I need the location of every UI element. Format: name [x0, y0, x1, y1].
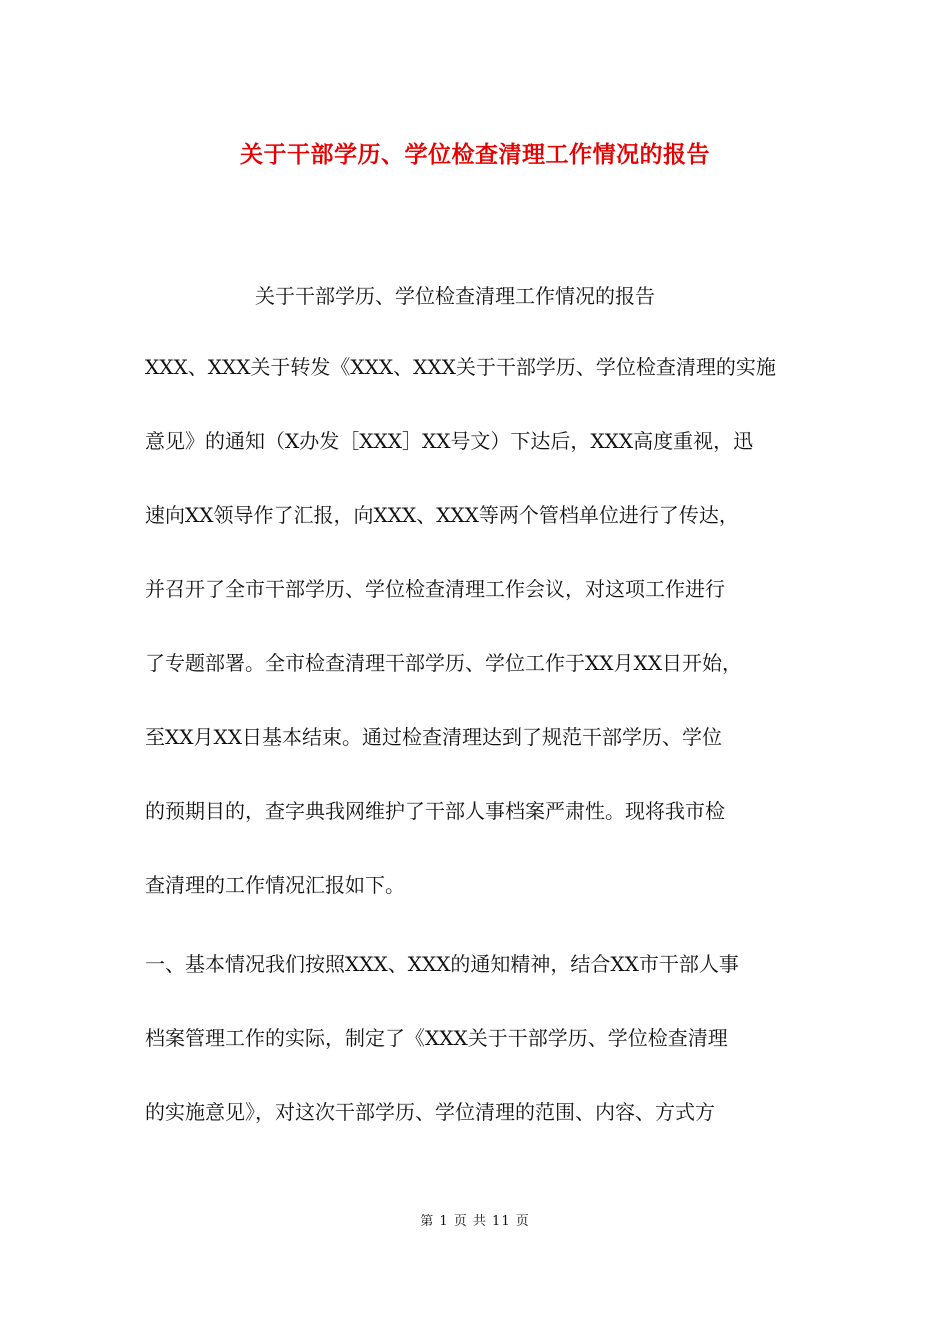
paragraph-line: 至XX月XX日基本结束。通过检查清理达到了规范干部学历、学位: [145, 725, 722, 749]
paragraph-line: 一、基本情况我们按照XXX、XXX的通知精神，结合XX市干部人事: [145, 952, 739, 976]
paragraph-line: 了专题部署。全市检查清理干部学历、学位工作于XX月XX日开始，: [145, 651, 742, 675]
paragraph-line: 的预期目的，查字典我网维护了干部人事档案严肃性。现将我市检: [145, 799, 725, 823]
paragraph-line: 意见》的通知（X办发［XXX］XX号文）下达后，XXX高度重视，迅: [145, 429, 754, 453]
paragraph-line: XXX、XXX关于转发《XXX、XXX关于干部学历、学位检查清理的实施: [145, 355, 776, 379]
paragraph-line: 的实施意见》，对这次干部学历、学位清理的范围、内容、方式方: [145, 1100, 715, 1124]
page-number-footer: 第 1 页 共 11 页: [420, 1214, 530, 1229]
document-title: 关于干部学历、学位检查清理工作情况的报告: [240, 141, 710, 168]
paragraph-line: 档案管理工作的实际，制定了《XXX关于干部学历、学位检查清理: [145, 1026, 728, 1050]
paragraph-line: 速向XX领导作了汇报，向XXX、XXX等两个管档单位进行了传达，: [145, 503, 739, 527]
document-subtitle: 关于干部学历、学位检查清理工作情况的报告: [255, 284, 655, 308]
paragraph-line: 并召开了全市干部学历、学位检查清理工作会议，对这项工作进行: [145, 577, 725, 601]
paragraph-line: 查清理的工作情况汇报如下。: [145, 873, 405, 897]
